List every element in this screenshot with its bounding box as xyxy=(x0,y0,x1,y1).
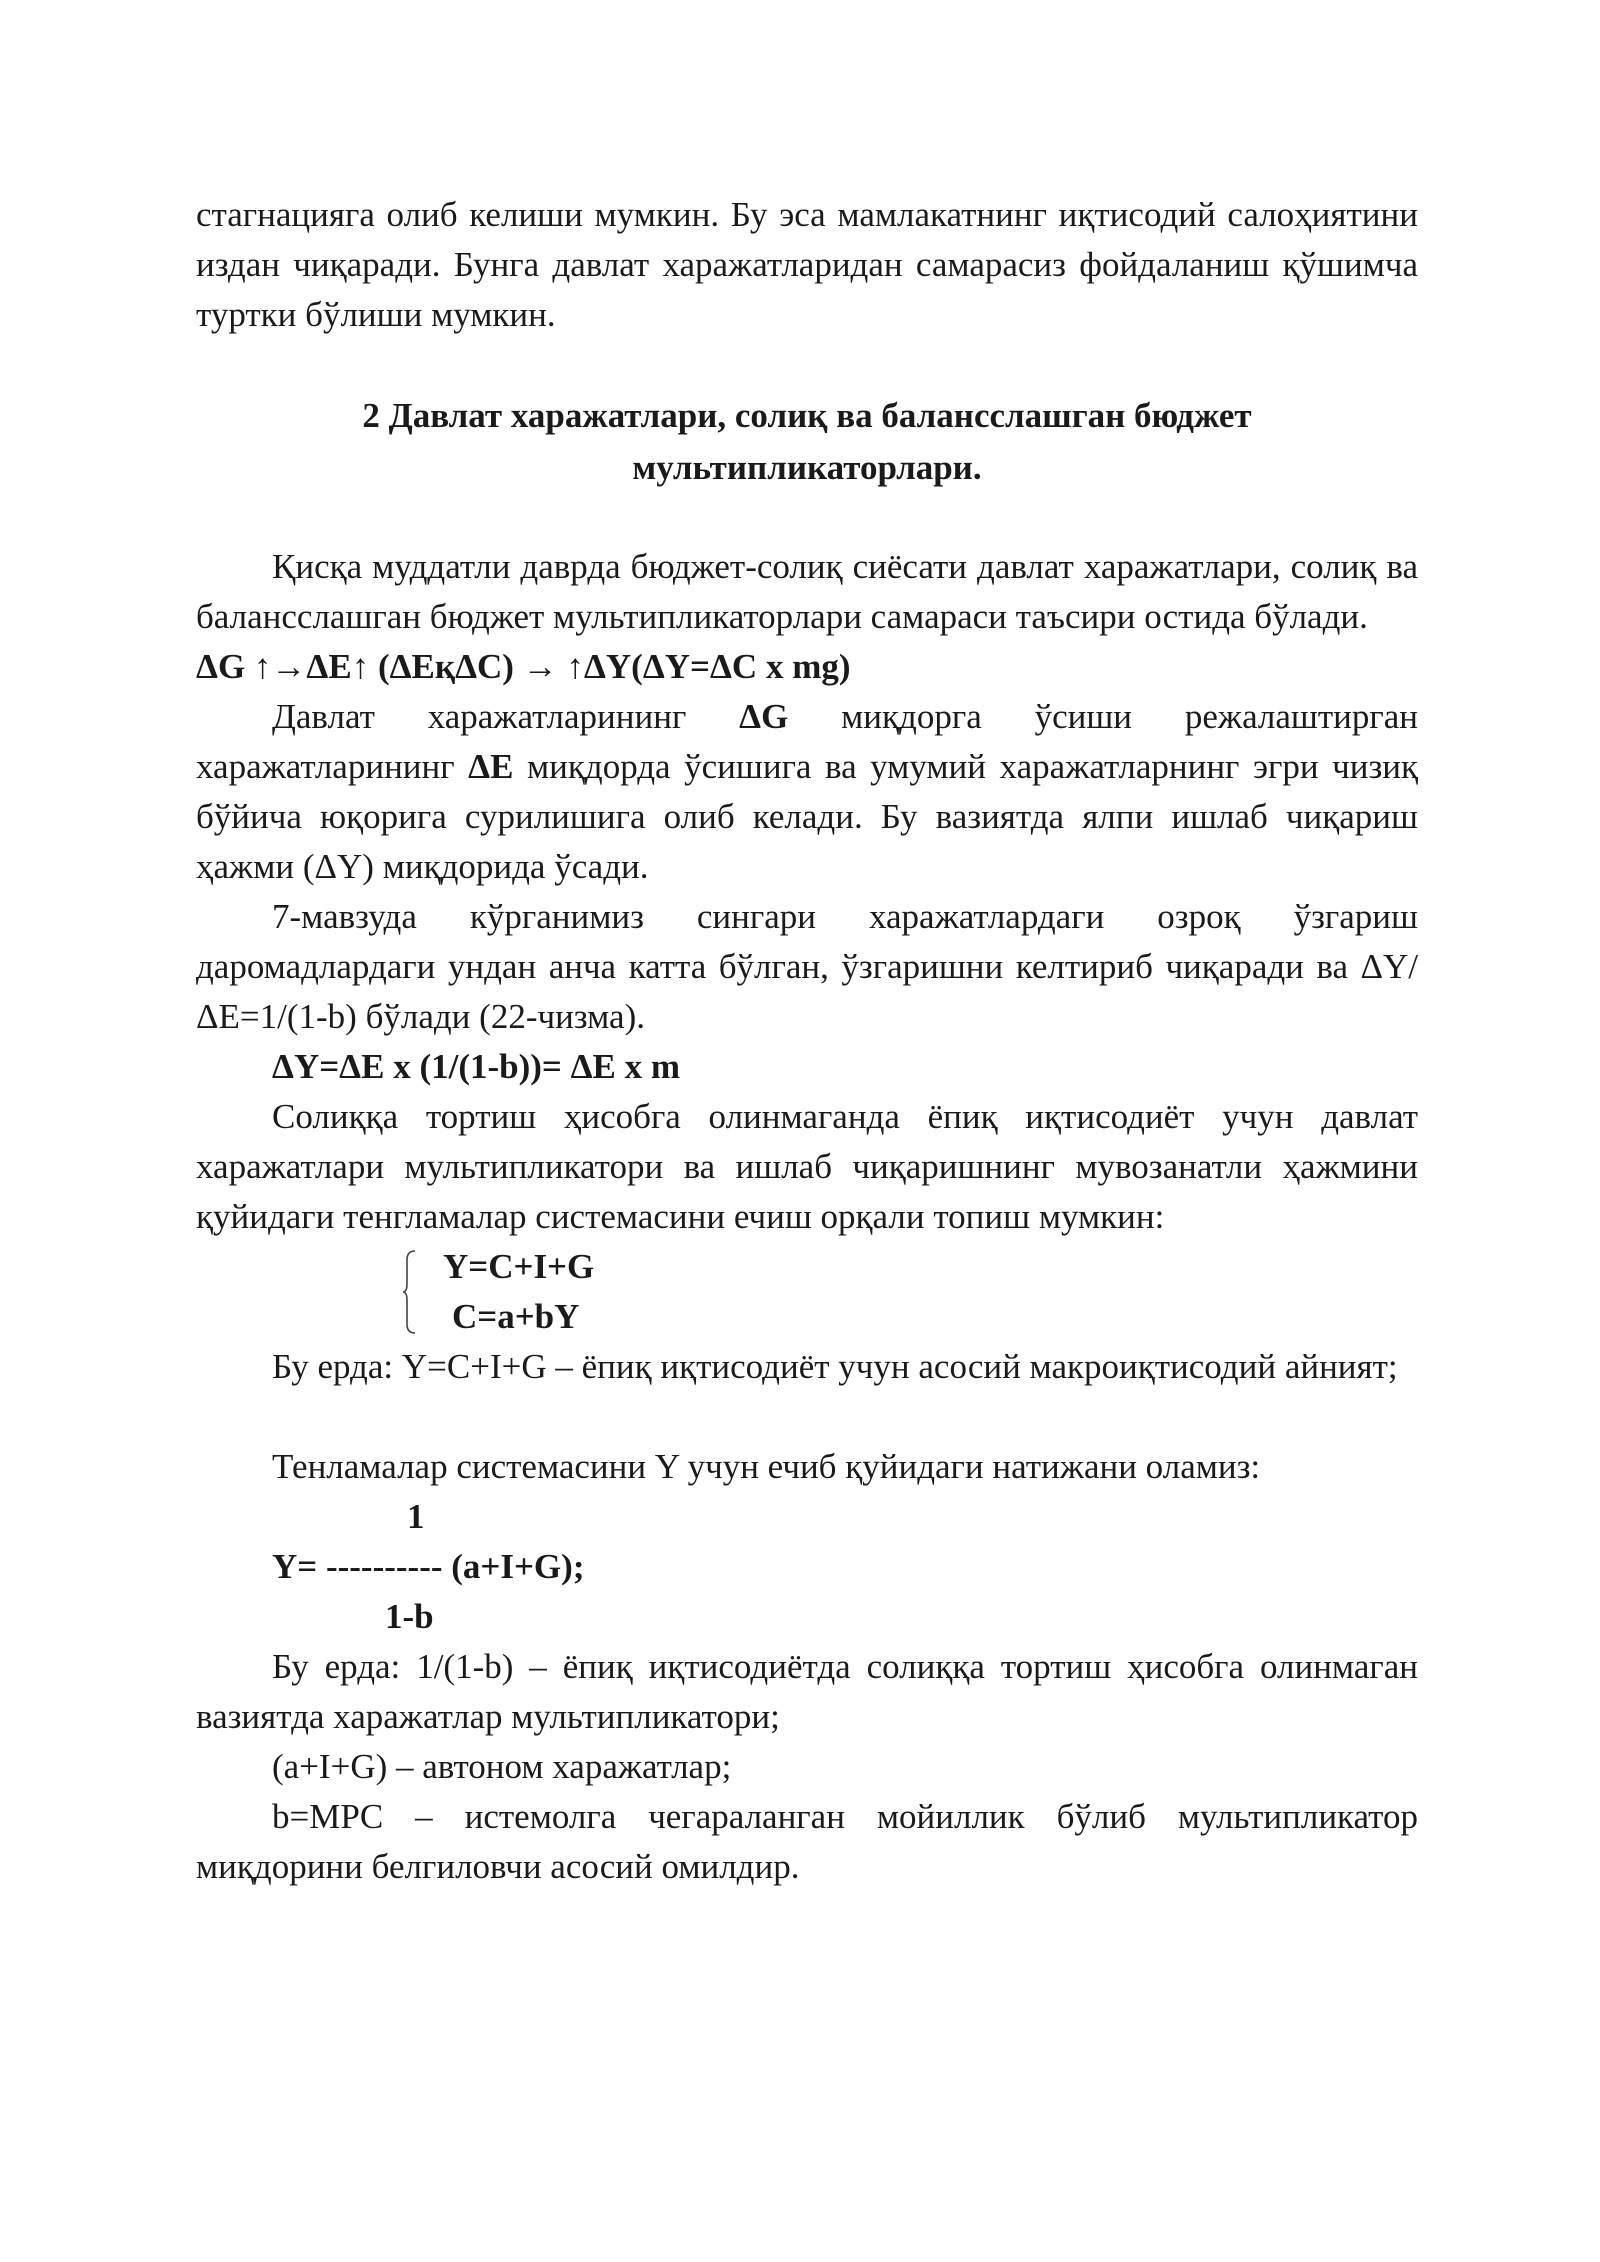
text-run: миқдорга ўсиши режалаштирган харажатларининг xyxy=(196,697,1419,786)
formula-multiplier: ΔY=ΔE x (1/(1-b))= ΔE x m xyxy=(272,1047,681,1086)
paragraph-intro: стагнацияга олиб келиши мумкин. Бу эса мамлакатнинг иқтисодий салоҳиятини издан чиқаради. Бунга давлат харажатларидан самарасиз фойдаланиш қўшимча туртки бўлиши мумкин. xyxy=(196,195,1418,334)
paragraph-where-identity: Бу ерда: Y=C+I+G – ёпиқ иқтисодиёт учун асосий макроиқтисодий айният; xyxy=(272,1347,1398,1386)
section-heading-line1: 2 Давлат харажатлари, солиқ ва балансслашган бюджет xyxy=(362,396,1252,435)
paragraph-short-term: Қисқа муддатли даврда бюджет-солиқ сиёсати давлат харажатлари, солиқ ва балансслашган бюджет мультипликаторлари самараси таъсири остида бўлади. xyxy=(196,547,1418,636)
text-run: Давлат харажатларининг xyxy=(272,697,740,736)
fraction-formula xyxy=(196,1492,1418,1642)
equation-consumption: C=a+bY xyxy=(452,1297,580,1336)
equation-system xyxy=(196,1242,1418,1342)
equation-identity: Y=C+I+G xyxy=(443,1247,595,1286)
paragraph-where-multiplier: Бу ерда: 1/(1-b) – ёпиқ иқтисодиётда солиққа тортиш ҳисобга олинмаган вазиятда харажатлар мультипликатори; xyxy=(196,1647,1418,1736)
formula-government-spending-chain: ΔG ↑→ΔE↑ (ΔEқΔC) → ↑ΔY(ΔY=ΔC x mg) xyxy=(196,647,851,686)
delta-e-symbol: ΔE xyxy=(468,747,514,786)
fraction-main-line: Y= ---------- (a+I+G); xyxy=(272,1547,585,1586)
spacer xyxy=(196,494,1418,542)
paragraph-autonomous-spending: (a+I+G) – автоном харажатлар; xyxy=(272,1747,732,1786)
spacer xyxy=(196,1392,1418,1442)
paragraph-mpc: b=MPC – истемолга чегараланган мойиллик бўлиб мультипликатор миқдорини белгиловчи асосий омилдир. xyxy=(196,1797,1418,1886)
paragraph-spending-increase xyxy=(196,692,1418,892)
curly-brace-icon xyxy=(402,1250,416,1334)
fraction-denominator: 1-b xyxy=(385,1597,434,1636)
text-run: миқдорда ўсишига ва умумий харажатларнинг эгри чизиқ бўйича юқорига сурилишига олиб келади. Бу вазиятда ялпи ишлаб чиқариш ҳажми (ΔY) миқдорида ўсади. xyxy=(196,747,1419,886)
document-body xyxy=(196,190,1418,1892)
paragraph-topic-7: 7-мавзуда кўрганимиз сингари харажатлардаги озроқ ўзгариш даромадлардаги ундан анча катта бўлган, ўзгаришни келтириб чиқаради ва ΔY/ ΔE=1/(1-b) бўлади (22-чизма). xyxy=(196,897,1418,1036)
section-heading-line2: мультипликаторлари. xyxy=(632,448,982,487)
delta-g-symbol: ΔG xyxy=(739,697,789,736)
paragraph-solve-system: Тенламалар системасини Y учун ечиб қуйидаги натижани оламиз: xyxy=(272,1447,1261,1486)
fraction-numerator: 1 xyxy=(407,1497,425,1536)
paragraph-no-taxation: Солиққа тортиш ҳисобга олинмаганда ёпиқ иқтисодиёт учун давлат харажатлари мультипликатори ва ишлаб чиқаришнинг мувозанатли ҳажмини қуйидаги тенгламалар системасини ечиш орқали топиш мумкин: xyxy=(196,1097,1418,1236)
spacer xyxy=(196,340,1418,390)
